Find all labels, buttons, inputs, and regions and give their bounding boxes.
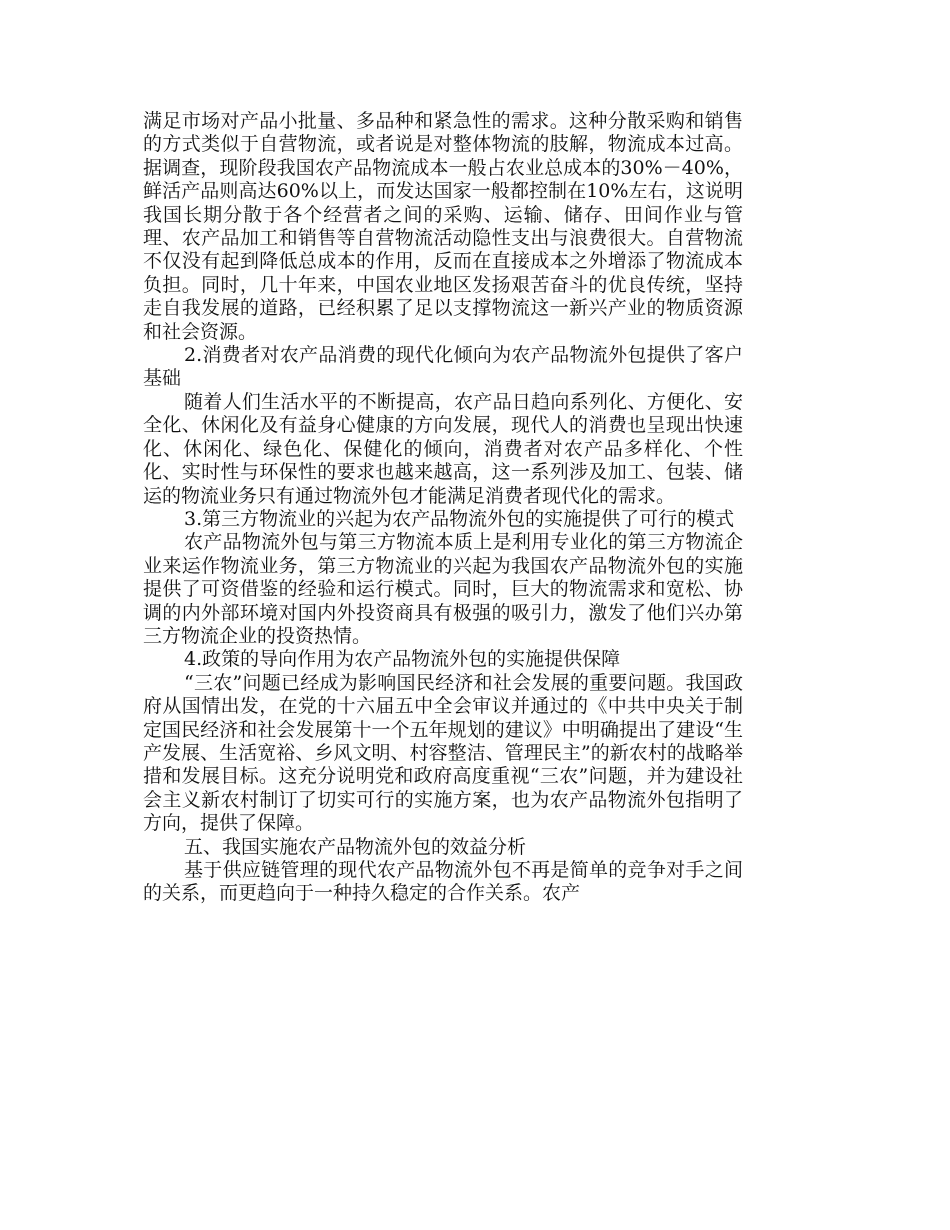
section-heading-policy-guidance: 4.政策的导向作用为农产品物流外包的实施提供保障 [184, 648, 621, 671]
paragraph-consumer-trend: 随着人们生活水平的不断提高，农产品日趋向系列化、方便化、安全化、休闲化及有益身心健康的方向发展，现代人的消费也呈现出快速化、休闲化、绿色化、保健化的倾向，消费者对农产品多样化、个性化、实时性与环保性的要求也越来越高，这一系列涉及加工、包装、储运的物流业务只有通过物流外包才能满足消费者现代化的需求。 [143, 390, 743, 507]
section-heading-consumer-trend: 2.消费者对农产品消费的现代化倾向为农产品物流外包提供了客户基础 [143, 344, 743, 390]
paragraph-policy-guidance: “三农”问题已经成为影响国民经济和社会发展的重要问题。我国政府从国情出发，在党的十六届五中全会审议并通过的《中共中央关于制定国民经济和社会发展第十一个五年规划的建议》中明确提出了建设“生产发展、生活宽裕、乡风文明、村容整洁、管理民主”的新农村的战略举措和发展目标。这充分说明党和政府高度重视“三农”问题，并为建设社会主义新农村制订了切实可行的实施方案，也为农产品物流外包指明了方向，提供了保障。 [143, 671, 743, 835]
paragraph-benefit-analysis: 基于供应链管理的现代农产品物流外包不再是简单的竞争对手之间的关系，而更趋向于一种持久稳定的合作关系。农产 [143, 859, 743, 905]
paragraph-third-party-logistics: 农产品物流外包与第三方物流本质上是利用专业化的第三方物流企业来运作物流业务，第三方物流业的兴起为我国农产品物流外包的实施提供了可资借鉴的经验和运行模式。同时，巨大的物流需求和宽松、协调的内外部环境对国内外投资商具有极强的吸引力，激发了他们兴办第三方物流企业的投资热情。 [143, 531, 743, 647]
section-heading-benefit-analysis: 五、我国实施农产品物流外包的效益分析 [184, 835, 527, 858]
paragraph-cost-analysis: 满足市场对产品小批量、多品种和紧急性的需求。这种分散采购和销售的方式类似于自营物流，或者说是对整体物流的肢解，物流成本过高。据调查，现阶段我国农产品物流成本一般占农业总成本的30%－40%，鲜活产品则高达60%以上，而发达国家一般都控制在10%左右，这说明我国长期分散于各个经营者之间的采购、运输、储存、田间作业与管理、农产品加工和销售等自营物流活动隐性支出与浪费很大。自营物流不仅没有起到降低总成本的作用，反而在直接成本之外增添了物流成本负担。同时，几十年来，中国农业地区发扬艰苦奋斗的优良传统，坚持走自我发展的道路，已经积累了足以支撑物流这一新兴产业的物质资源和社会资源。 [143, 110, 743, 343]
document-body [143, 110, 743, 906]
section-heading-third-party-logistics: 3.第三方物流业的兴起为农产品物流外包的实施提供了可行的模式 [184, 507, 735, 530]
